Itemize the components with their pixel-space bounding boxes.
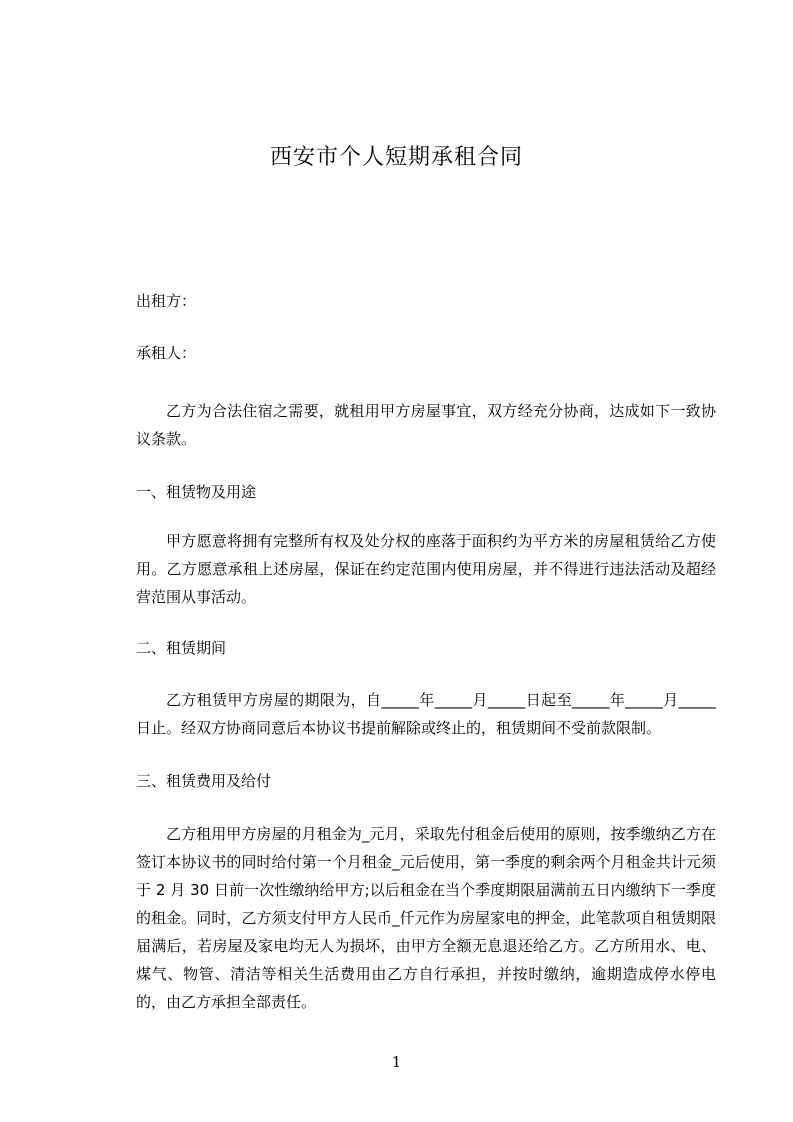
lessee-label: 承租人： bbox=[136, 344, 197, 362]
section-2-heading: 二、租赁期间 bbox=[136, 639, 227, 657]
document-title: 西安市个人短期承租合同 bbox=[269, 145, 523, 170]
section-1-heading: 一、租赁物及用途 bbox=[136, 483, 257, 501]
intro-paragraph: 乙方为合法住宿之需要，就租用甲方房屋事宜，双方经充分协商，达成如下一致协议条款。 bbox=[136, 402, 716, 448]
section-1-body: 甲方愿意将拥有完整所有权及处分权的座落于面积约为平方米的房屋租赁给乙方使用。乙方愿意承租上述房屋，保证在约定范围内使用房屋，并不得进行违法活动及超经营范围从事活动。 bbox=[136, 532, 716, 606]
page-number: 1 bbox=[391, 1053, 402, 1071]
section-3-heading: 三、租赁费用及给付 bbox=[136, 772, 272, 790]
section-2-body: 乙方租赁甲方房屋的期限为，自_____年_____月_____日起至_____年_____月_____日止。经双方协商同意后本协议书提前解除或终止的，租赁期间不受前款限制。 bbox=[136, 691, 716, 737]
lessor-label: 出租方： bbox=[136, 292, 197, 310]
section-3-body: 乙方租用甲方房屋的月租金为_元月，采取先付租金后使用的原则，按季缴纳乙方在签订本协议书的同时给付第一个月租金_元后使用，第一季度的剩余两个月租金共计元须于 2 月 30 日前一次性缴纳给甲方;以后租金在当个季度期限届满前五日内缴纳下一季度的租金。同时，乙方须支付甲方人民币_仟元作为房屋家电的押金，此笔款项自租赁期限届满后，若房屋及家电均无人为损坏，由甲方全额无息退还给乙方。乙方所用水、电、煤气、物管、清洁等相关生活费用由乙方自行承担，并按时缴纳，逾期造成停水停电的，由乙方承担全部责任。 bbox=[136, 825, 716, 1011]
